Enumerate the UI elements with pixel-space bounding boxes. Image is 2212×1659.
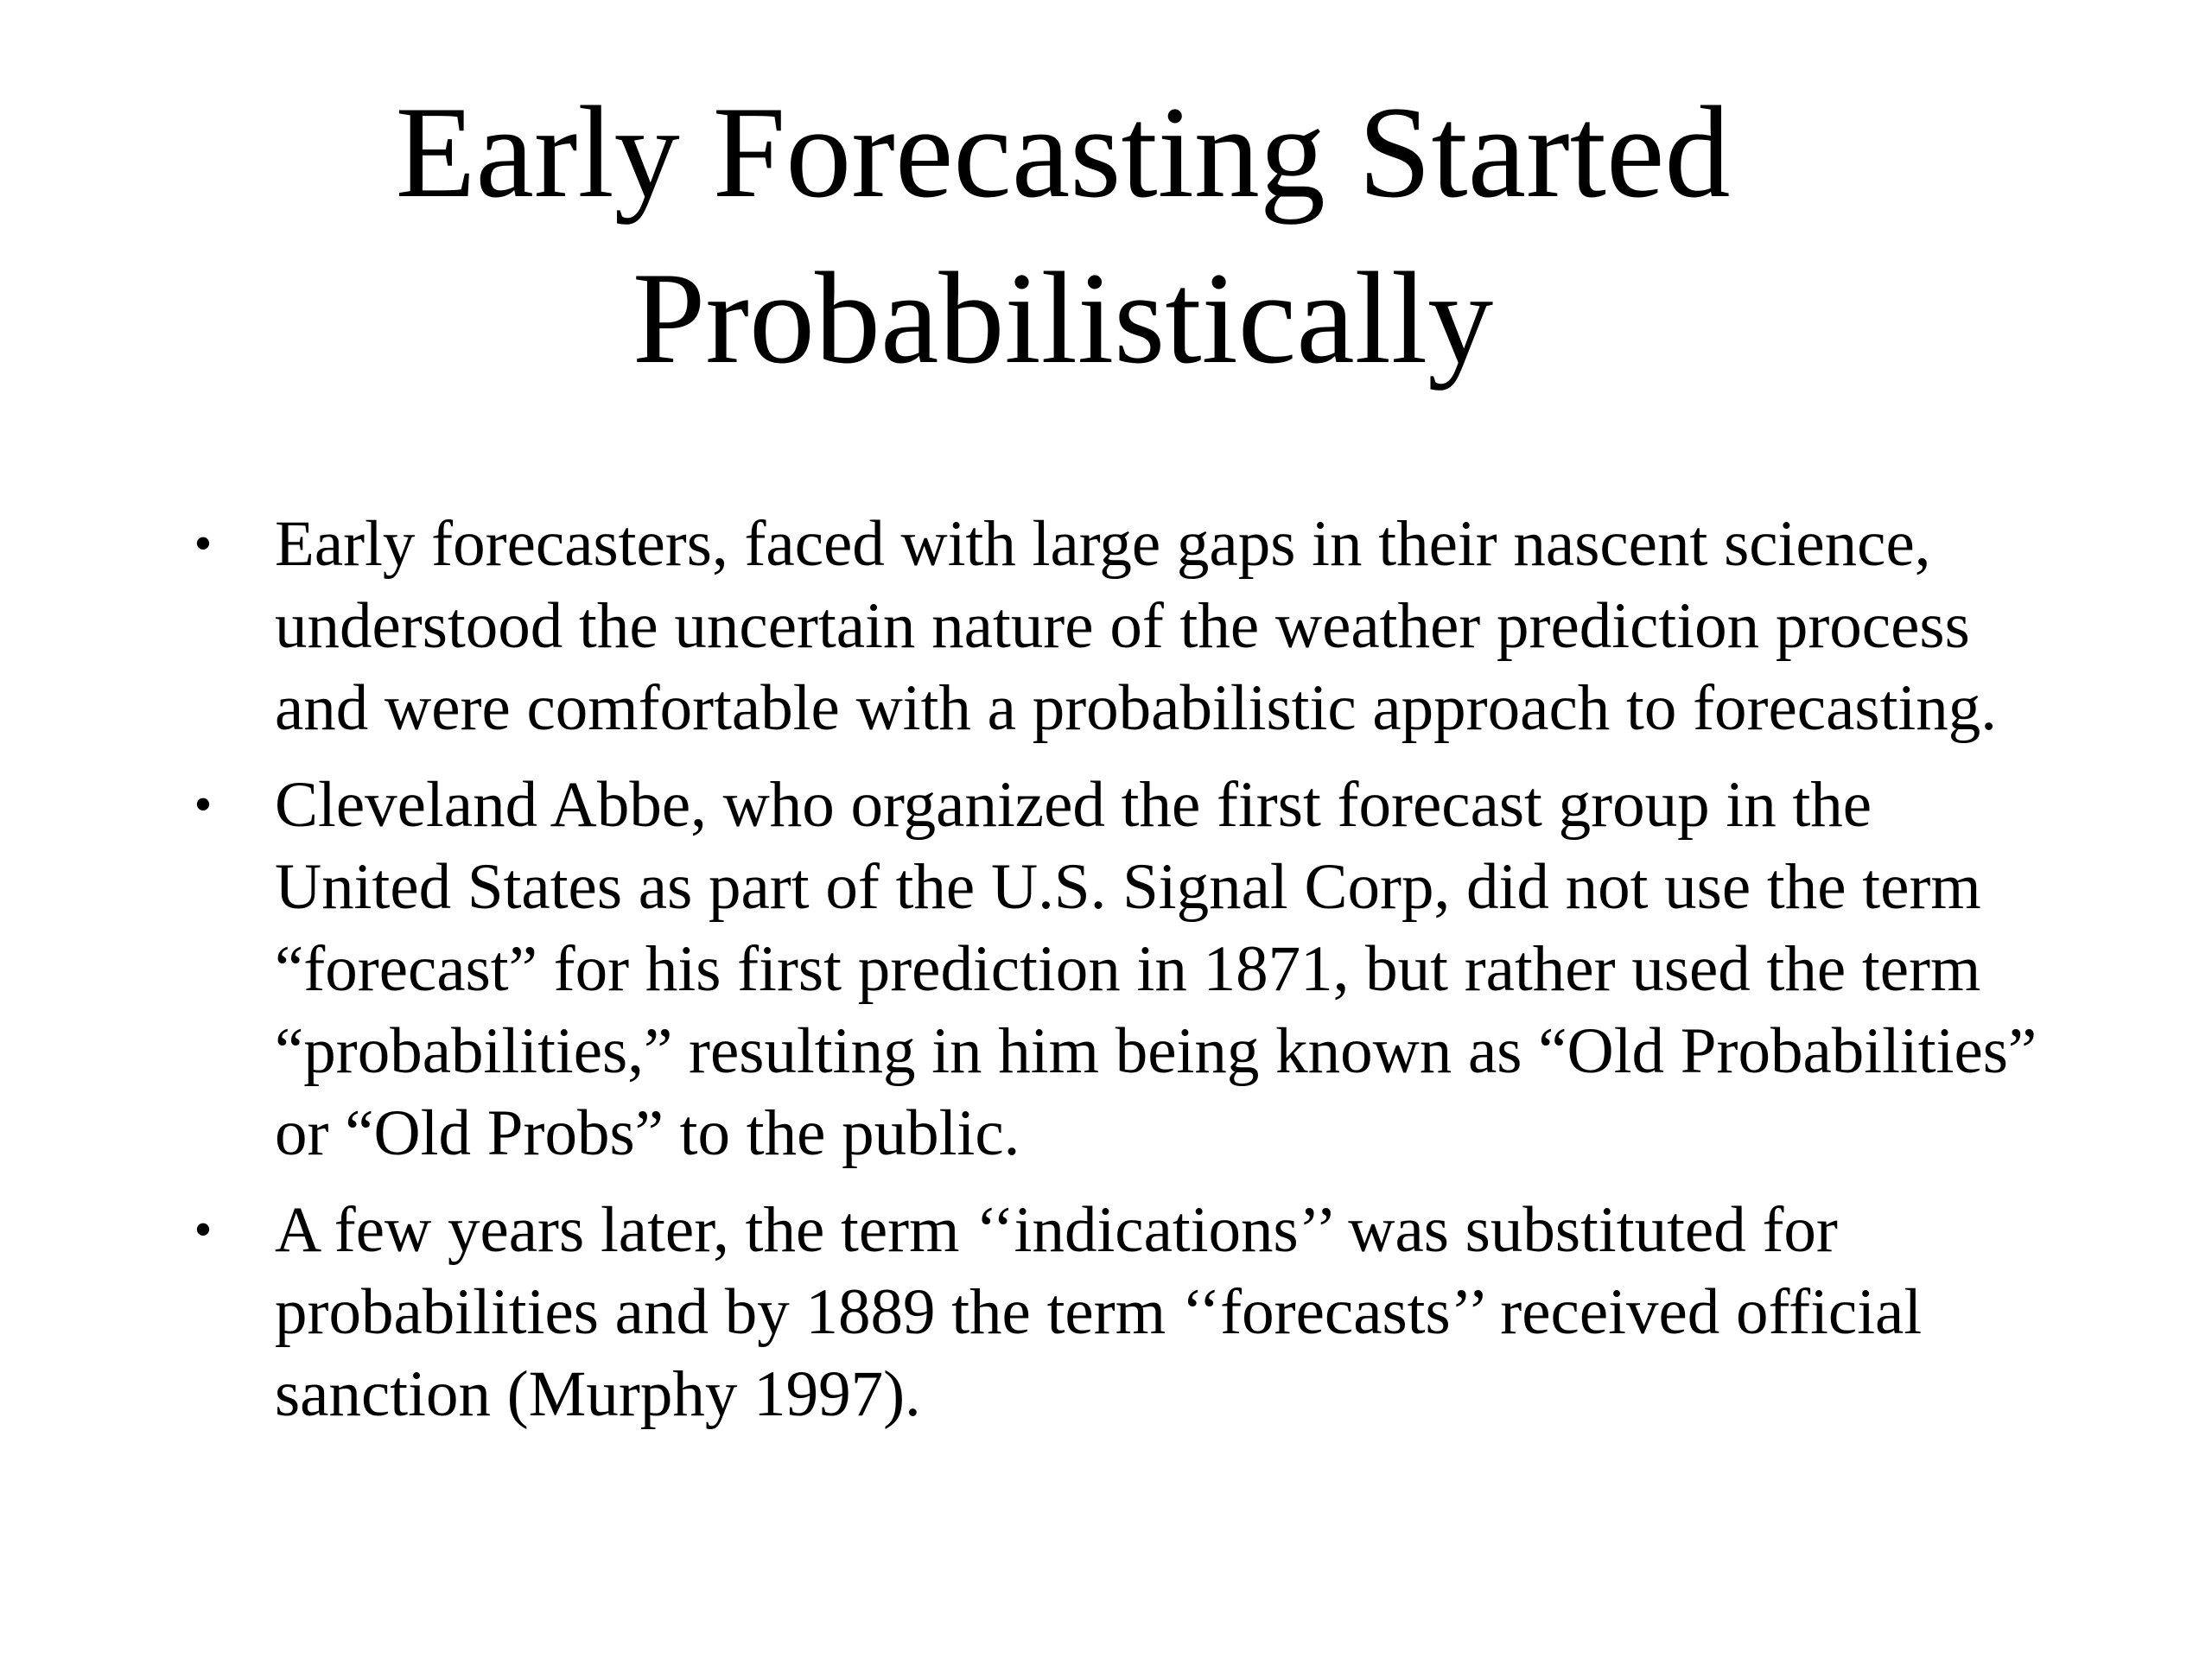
slide-title-line-1: Early Forecasting Started: [395, 79, 1731, 225]
bullet-dot-icon: •: [194, 1201, 213, 1258]
slide-title-line-2: Probabilistically: [632, 245, 1494, 391]
bullet-item-cleveland-abbe: [186, 764, 2044, 1174]
bullet-text: Cleveland Abbe, who organized the first forecast group in the United States as part of the U.S. Signal Corp, did not use the term “forecast” for his first prediction in 1871, but rather used the term “probabilities,” resulting in him being known as “Old Probabilities” or “Old Probs” to the public.: [275, 769, 2037, 1169]
bullet-item-early-forecasters: [186, 503, 2044, 749]
bullet-item-few-years-later: [186, 1189, 2044, 1435]
bullet-dot-icon: •: [194, 776, 213, 833]
bullet-list: [186, 503, 2044, 1450]
bullet-text: A few years later, the term ‘‘indications’’ was substituted for probabilities and by 1889 the term ‘‘forecasts’’ received official sanction (Murphy 1997).: [275, 1194, 1923, 1430]
slide-title: [259, 69, 1866, 401]
bullet-text: Early forecasters, faced with large gaps in their nascent science, understood the uncertain nature of the weather prediction process and were comfortable with a probabilistic approach to forecasting.: [275, 508, 1997, 744]
bullet-dot-icon: •: [194, 515, 213, 572]
